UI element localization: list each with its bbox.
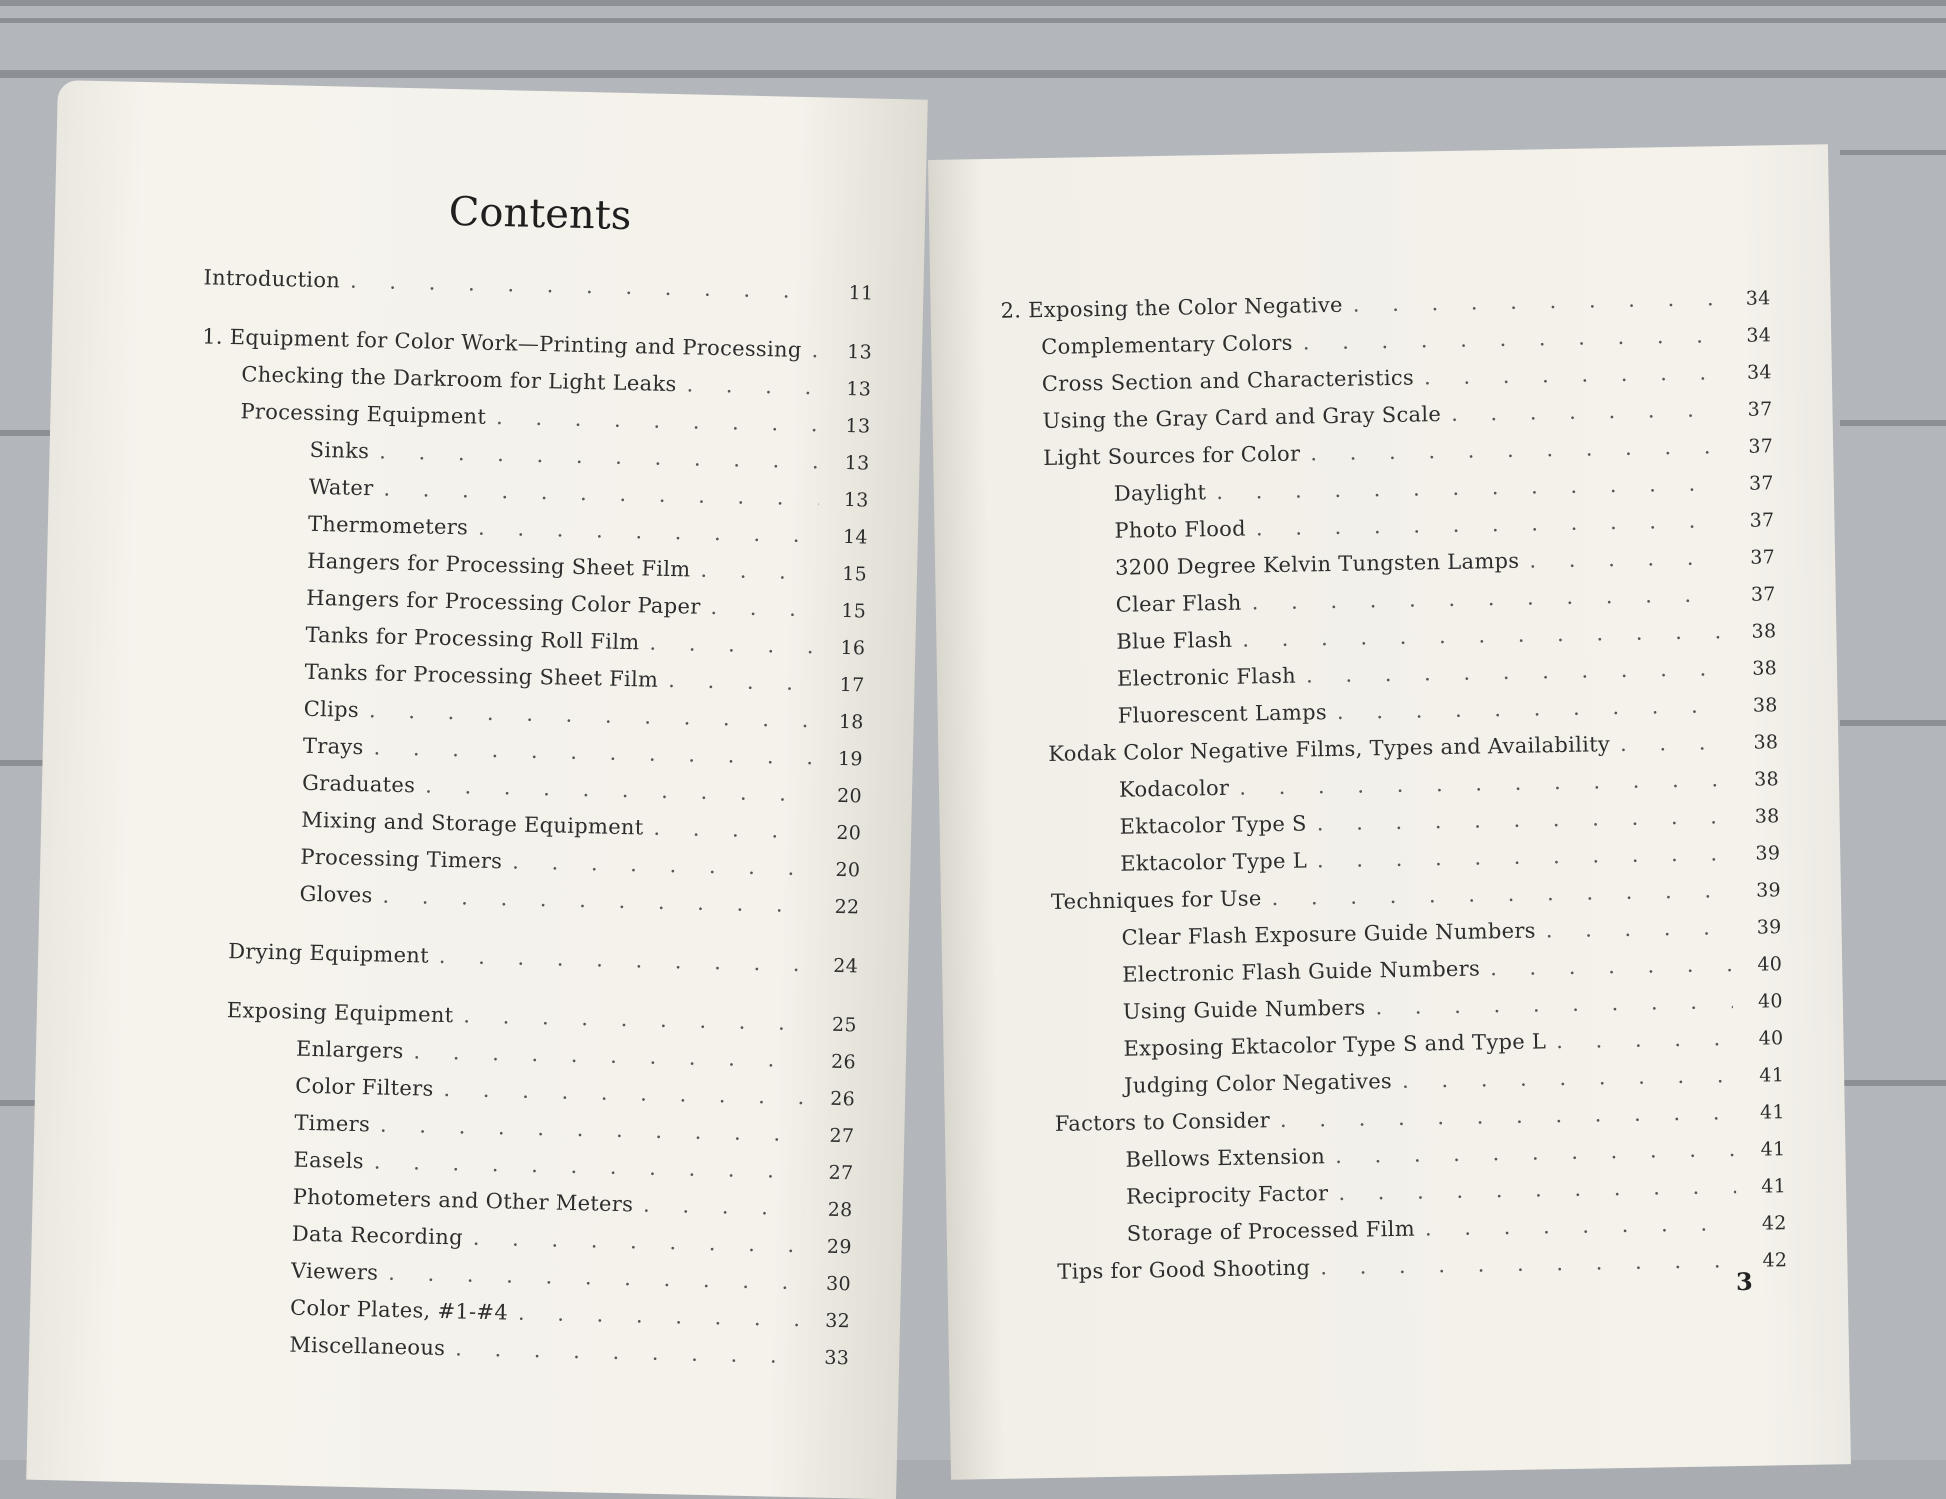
- toc-entry-page: 38: [1754, 805, 1780, 828]
- toc-entry-page: 22: [834, 895, 860, 919]
- dot-leader: [1529, 545, 1725, 572]
- dot-leader: [1620, 730, 1729, 756]
- toc-entry-label: Clear Flash Exposure Guide Numbers: [1121, 918, 1536, 950]
- toc-entry-label: Thermometers: [307, 511, 469, 540]
- dot-leader: [1556, 1026, 1734, 1053]
- toc-entry-label: Color Filters: [294, 1073, 434, 1101]
- toc-entry-label: Techniques for Use: [1050, 886, 1262, 914]
- toc-entry-label: Light Sources for Color: [1043, 441, 1301, 471]
- toc-entry-label: 1. Equipment for Color Work—Printing and Processing: [201, 324, 802, 362]
- toc-entry-label: Drying Equipment: [228, 939, 430, 968]
- toc-entry-page: 27: [828, 1161, 854, 1185]
- dot-leader: [1425, 1211, 1737, 1240]
- toc-entry-label: Fluorescent Lamps: [1117, 700, 1328, 728]
- toc-entry-label: Viewers: [290, 1258, 379, 1285]
- toc-entry-label: Factors to Consider: [1054, 1108, 1271, 1136]
- toc-entry-page: 37: [1747, 398, 1773, 421]
- toc-entry-label: Cross Section and Characteristics: [1041, 365, 1415, 397]
- toc-entry-label: Clips: [303, 696, 360, 722]
- toc-entry-page: 20: [835, 858, 861, 882]
- dot-leader: [686, 372, 821, 399]
- brick-mortar-line: [0, 72, 1946, 78]
- dot-leader: [1546, 915, 1732, 942]
- toc-entry-label: Checking the Darkroom for Light Leaks: [241, 362, 677, 397]
- toc-entry-label: Photometers and Other Meters: [292, 1184, 634, 1217]
- toc-entry-label: Exposing Ektacolor Type S and Type L: [1123, 1029, 1547, 1061]
- brick-mortar-line: [0, 18, 1946, 23]
- toc-entry-label: Electronic Flash: [1116, 663, 1297, 691]
- dot-leader: [1490, 952, 1732, 980]
- toc-entry-label: Kodak Color Negative Films, Types and Availability: [1048, 732, 1611, 766]
- toc-entry-label: Data Recording: [291, 1221, 464, 1250]
- toc-entry-page: 42: [1762, 1249, 1788, 1272]
- toc-entry-page: 24: [833, 954, 859, 978]
- toc-entry-page: 26: [830, 1050, 857, 1074]
- toc-entry-page: 41: [1759, 1101, 1785, 1124]
- dot-leader: [700, 558, 817, 585]
- toc-entry-label: Using the Gray Card and Gray Scale: [1042, 402, 1442, 434]
- open-booklet: [58, 80, 1828, 1480]
- toc-entry-label: Clear Flash: [1115, 590, 1242, 617]
- toc-entry-page: 33: [824, 1346, 850, 1370]
- brick-mortar-line: [1840, 150, 1946, 155]
- toc-entry-label: Reciprocity Factor: [1125, 1181, 1329, 1209]
- toc-entry-label: Processing Equipment: [240, 399, 487, 429]
- left-toc-list: [179, 265, 874, 1382]
- right-toc-list: [1000, 285, 1787, 1297]
- toc-entry-label: Tanks for Processing Sheet Film: [304, 659, 659, 692]
- toc-entry-label: Graduates: [301, 770, 416, 798]
- toc-entry-page: 14: [842, 525, 869, 549]
- toc-entry-page: 38: [1752, 694, 1778, 717]
- toc-entry-label: Kodacolor: [1118, 775, 1230, 802]
- toc-entry-page: 41: [1759, 1064, 1785, 1087]
- dot-leader: [1424, 360, 1722, 389]
- toc-entry-page: 30: [825, 1272, 852, 1296]
- right-page: [928, 144, 1851, 1480]
- toc-entry-page: 42: [1761, 1212, 1787, 1235]
- left-page: [26, 80, 928, 1499]
- toc-entry-page: 40: [1758, 1027, 1784, 1050]
- toc-entry-page: 39: [1755, 842, 1781, 865]
- toc-entry-page: 27: [829, 1124, 855, 1148]
- toc-entry-page: 28: [827, 1198, 853, 1222]
- toc-entry-label: Timers: [294, 1110, 371, 1137]
- toc-entry-label: Trays: [302, 733, 364, 760]
- contents-title: Contents: [448, 188, 632, 240]
- toc-entry-label: Tips for Good Shooting: [1057, 1255, 1311, 1284]
- toc-entry-page: 38: [1752, 657, 1778, 680]
- toc-entry-page: 39: [1756, 916, 1782, 939]
- toc-entry-page: 20: [836, 821, 862, 845]
- toc-entry-page: 19: [837, 747, 864, 771]
- toc-entry-page: 38: [1753, 768, 1780, 791]
- toc-entry-page: 13: [844, 451, 870, 475]
- toc-entry-page: 20: [836, 784, 863, 808]
- toc-entry-label: Daylight: [1113, 480, 1207, 506]
- dot-leader: [668, 668, 815, 695]
- toc-entry-page: 37: [1750, 583, 1776, 606]
- toc-entry-page: 13: [847, 340, 873, 364]
- dot-leader: [811, 338, 822, 362]
- toc-entry-page: 37: [1748, 435, 1774, 458]
- toc-entry-label: Sinks: [309, 437, 370, 464]
- toc-entry-label: Hangers for Processing Sheet Film: [306, 548, 691, 582]
- toc-entry-label: 3200 Degree Kelvin Tungsten Lamps: [1114, 548, 1520, 580]
- toc-entry-label: Exposing Equipment: [226, 998, 454, 1028]
- dot-leader: [1353, 286, 1721, 316]
- toc-entry-page: 34: [1746, 324, 1772, 347]
- dot-leader: [649, 631, 815, 659]
- toc-entry-page: 15: [841, 562, 868, 586]
- toc-entry-label: Bellows Extension: [1125, 1144, 1326, 1172]
- toc-entry-page: 15: [841, 599, 867, 623]
- toc-entry-page: 29: [826, 1235, 852, 1259]
- toc-entry-page: 37: [1749, 509, 1775, 532]
- toc-entry-label: Ektacolor Type L: [1120, 848, 1308, 876]
- toc-entry-page: 26: [830, 1087, 856, 1111]
- toc-entry-page: 41: [1760, 1138, 1786, 1161]
- toc-entry-page: 13: [846, 377, 872, 401]
- toc-entry-label: Introduction: [203, 265, 341, 293]
- toc-entry-label: Water: [308, 474, 374, 501]
- toc-entry-page: 16: [840, 636, 866, 660]
- toc-entry-label: Miscellaneous: [289, 1332, 446, 1361]
- toc-entry-label: Color Plates, #1-#4: [289, 1295, 509, 1325]
- toc-entry-label: Judging Color Negatives: [1123, 1069, 1393, 1098]
- dot-leader: [1402, 1063, 1734, 1093]
- toc-entry-page: 13: [845, 414, 871, 438]
- toc-entry-label: Photo Flood: [1114, 516, 1247, 543]
- toc-entry-label: Electronic Flash Guide Numbers: [1122, 956, 1481, 987]
- toc-entry-label: Using Guide Numbers: [1122, 995, 1366, 1024]
- brick-mortar-line: [1840, 720, 1946, 726]
- dot-leader: [710, 595, 816, 621]
- toc-entry-label: Mixing and Storage Equipment: [301, 807, 644, 840]
- toc-entry-label: Gloves: [299, 881, 373, 908]
- toc-entry-label: Complementary Colors: [1041, 330, 1293, 360]
- toc-entry-label: Blue Flash: [1116, 627, 1233, 654]
- toc-entry-page: 40: [1757, 953, 1783, 976]
- brick-mortar-line: [1840, 1080, 1946, 1086]
- dot-leader: [1451, 397, 1723, 426]
- toc-entry-label: Easels: [293, 1147, 365, 1174]
- dot-leader: [1375, 989, 1733, 1019]
- dot-leader: [518, 1301, 801, 1331]
- toc-entry-page: 32: [825, 1309, 851, 1333]
- toc-entry-page: 37: [1750, 546, 1776, 569]
- toc-entry-page: 37: [1748, 472, 1774, 495]
- toc-entry-page: 13: [843, 488, 869, 512]
- toc-entry-label: Hangers for Processing Color Paper: [306, 585, 701, 619]
- toc-entry-page: 40: [1757, 990, 1784, 1013]
- toc-entry-label: 2. Exposing the Color Negative: [1000, 292, 1343, 323]
- brick-mortar-line: [1840, 420, 1946, 426]
- toc-entry-page: 41: [1761, 1175, 1787, 1198]
- toc-entry-label: Enlargers: [295, 1036, 404, 1064]
- toc-entry-page: 34: [1745, 287, 1771, 310]
- toc-entry-page: 11: [848, 281, 874, 305]
- toc-entry-page: 18: [838, 710, 864, 734]
- toc-entry-page: 38: [1751, 620, 1777, 643]
- toc-entry-page: 17: [839, 673, 865, 697]
- toc-entry-label: Ektacolor Type S: [1119, 811, 1307, 839]
- toc-entry-page: 38: [1753, 731, 1779, 754]
- toc-entry-label: Processing Timers: [300, 844, 503, 874]
- toc-entry-label: Storage of Processed Film: [1126, 1216, 1416, 1246]
- toc-entry-page: 39: [1755, 879, 1782, 902]
- dot-leader: [350, 269, 824, 304]
- dot-leader: [643, 1193, 803, 1221]
- toc-entry-page: 34: [1746, 361, 1773, 384]
- toc-entry-page: 25: [831, 1013, 858, 1037]
- dot-leader: [653, 816, 811, 844]
- toc-entry-label: Tanks for Processing Roll Film: [305, 622, 640, 655]
- page-number: 3: [1735, 1266, 1753, 1297]
